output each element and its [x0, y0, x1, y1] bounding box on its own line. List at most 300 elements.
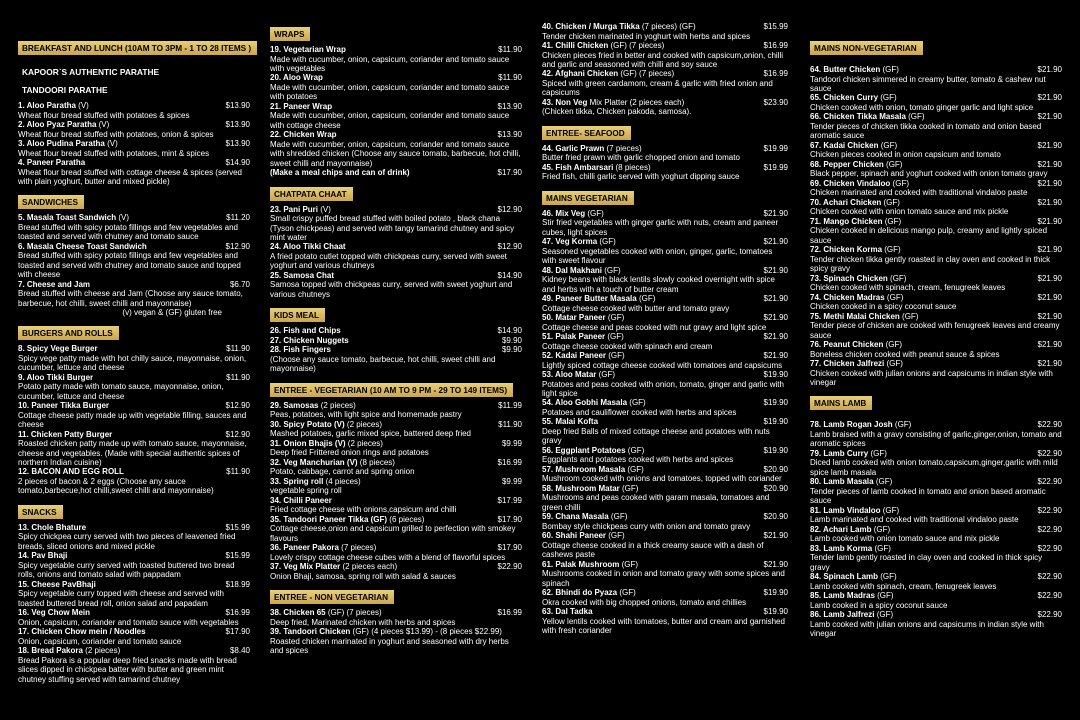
menu-item-title: 13. Chole Bhature [18, 522, 87, 532]
menu-item-tag: (GF) (7 pieces) [608, 41, 665, 50]
menu-item-price: $21.90 [1037, 359, 1062, 369]
menu-item [18, 430, 250, 468]
menu-item-title: 7. Cheese and Jam [18, 279, 91, 289]
menu-item-price: $17.90 [497, 543, 522, 553]
menu-item-name [18, 120, 109, 130]
menu-item [542, 41, 788, 69]
menu-item-title: 79. Lamb Curry [810, 448, 869, 458]
menu-item-description: Chicken cooked with onion, tomato ginger garlic and light spice [810, 103, 1034, 112]
menu-item-price: $9.99 [501, 476, 522, 486]
menu-item-title: 45. Fish Ambarsari [542, 162, 614, 172]
menu-item-price: $21.90 [1037, 197, 1062, 207]
menu-item-price: $19.90 [763, 370, 788, 380]
menu-item-title: 19. Vegetarian Wrap [270, 45, 346, 54]
wrap-meal-price: $17.90 [497, 168, 522, 178]
menu-item-name [270, 242, 346, 252]
menu-item [542, 446, 788, 465]
menu-item-title: 77. Chicken Jalfrezi [810, 359, 885, 369]
menu-item-tag: (V) [104, 139, 118, 148]
menu-item-name [18, 627, 146, 637]
menu-item-price: $9.99 [501, 438, 522, 448]
menu-item-description: Deep fried, Marinated chicken with herbs and spices [270, 617, 456, 627]
menu-item [18, 627, 250, 646]
menu-item-name [810, 160, 902, 170]
menu-item-price: $12.90 [497, 204, 522, 214]
menu-item-description: Bread stuffed with spicy potato fillings and few vegetables and toasted and served with chutney and tomato sauce [18, 223, 238, 242]
menu-item-description: Tandoori chicken simmered in creamy butter, tomato & cashew nut sauce [810, 74, 1046, 93]
menu-item-price: $11.90 [226, 467, 250, 477]
menu-item-description: Chicken cooked in delicious mango pulp, creamy and lightly spiced sauce [810, 226, 1048, 245]
menu-item-price: $13.90 [497, 130, 522, 140]
menu-item-price: $21.90 [763, 531, 788, 541]
menu-item-name [810, 449, 887, 459]
menu-item-price: $11.90 [498, 419, 522, 429]
menu-item-tag: (GF) [619, 483, 639, 493]
menu-item-price: $15.99 [225, 551, 250, 561]
menu-item-price: $12.90 [225, 429, 250, 439]
menu-item-tag: (6 pieces) [387, 514, 425, 524]
menu-item-price: $20.90 [763, 512, 788, 522]
menu-item-name [542, 22, 696, 32]
menu-item-title: 11. Chicken Patty Burger [18, 429, 113, 439]
menu-item [542, 237, 788, 265]
menu-item-title: 31. Onion Bhajis (V) [270, 438, 346, 448]
menu-item-description: Lovely crispy cottage cheese cubes with a blend of flavorful spices [270, 552, 506, 562]
menu-item-tag: (GF) [878, 572, 897, 582]
menu-item-name [270, 562, 397, 572]
menu-item [810, 544, 1062, 572]
section-badge-snacks: SNACKS [18, 505, 63, 519]
menu-item-price: $11.90 [498, 73, 522, 83]
menu-item-description: Spicy vege patty made with hot chilly sauce, mayonnaise, onion, cucumber, lettuce and cheese [18, 354, 247, 373]
menu-item-title: 78. Lamb Rogan Josh [810, 420, 893, 430]
menu-item [18, 120, 250, 139]
menu-item-description: Fried fish, chilli garlic served with yoghurt dipping sauce [542, 172, 740, 182]
menu-item-title: 59. Chana Masala [542, 512, 609, 522]
menu-item-name [810, 506, 899, 516]
menu-item [270, 420, 522, 439]
menu-item [542, 398, 788, 417]
menu-item-description: Seasoned vegetables cooked with onion, ginger, garlic, tomatoes with sweet flavour [542, 246, 773, 266]
menu-item-description: Stir fried vegetables with ginger garlic with nuts, cream and paneer cubes, light spices [542, 218, 779, 237]
menu-item [18, 523, 250, 551]
menu-item [810, 572, 1062, 591]
menu-item-tag: (8 pieces) [357, 457, 395, 467]
section-badge-entree-nonveg: ENTREE - NON VEGETARIAN [270, 590, 394, 604]
menu-item-price: $21.90 [1037, 292, 1062, 302]
menu-item-name [18, 467, 124, 477]
menu-item-title: 23. Pani Puri [270, 204, 319, 214]
menu-item-tag: (4 pieces) [323, 476, 361, 486]
menu-item-title: 39. Tandoori Chicken [270, 627, 351, 637]
menu-item [810, 449, 1062, 477]
menu-item-description: Onion, capsicum, coriander and tomato sauce with vegetables [18, 617, 239, 627]
menu-item-tag: (GF) [625, 464, 644, 474]
menu-column-1 [18, 38, 250, 684]
menu-item-description: Samosa topped with chickpeas curry, served with sweet yoghurt and various chutneys [270, 280, 513, 299]
menu-item-price: $22.90 [1037, 505, 1062, 515]
menu-item-price: $21.90 [1037, 311, 1062, 321]
menu-item [810, 420, 1062, 448]
menu-item-title: 18. Bread Pakora [18, 646, 83, 656]
menu-item-tag: (GF) [883, 159, 903, 169]
menu-item-price: $11.20 [226, 213, 250, 223]
menu-item-price: $21.90 [1037, 273, 1062, 283]
menu-item-description: Spicy vegetable curry topped with cheese and served with toasted buttered bread roll, onion salad and papadam [18, 589, 224, 608]
menu-item-name [542, 398, 646, 408]
menu-item-name [810, 525, 890, 535]
menu-item [810, 141, 1062, 160]
menu-item-name [542, 446, 644, 456]
menu-item-description: Lamb cooked in a spicy coconut sauce [810, 600, 948, 610]
menu-item [18, 158, 250, 186]
menu-item-name [270, 608, 382, 618]
menu-item [270, 458, 522, 477]
menu-item-title: 16. Veg Chow Mein [18, 608, 91, 618]
entree-nonveg-cont-list [542, 22, 788, 117]
menu-item-description: Bread Pakora is a popular deep fried snacks made with bread slices dipped in chickpea batter with butter and green mint chutney stuffing served with tamarind chutney [18, 655, 237, 684]
menu-item-title: 12. BACON AND EGG ROLL [18, 467, 124, 477]
menu-item-title: 55. Malai Kofta [542, 417, 599, 427]
menu-item-name [542, 351, 625, 361]
menu-item-price: $21.90 [763, 351, 788, 361]
menu-item-title: 24. Aloo Tikki Chaat [270, 242, 346, 252]
menu-item-tag: (V) [75, 101, 89, 110]
menu-item-name [270, 102, 332, 112]
sandwich-list [18, 213, 250, 308]
menu-item-price: $11.90 [226, 344, 250, 354]
menu-item-tag: (GF) [887, 273, 907, 283]
menu-item [270, 562, 522, 581]
menu-item-title: 8. Spicy Vege Burger [18, 344, 98, 354]
menu-item-price: $16.99 [497, 608, 522, 618]
menu-item-tag: (GF) [636, 294, 656, 304]
menu-item-title: 40. Chicken / Murga Tikka [542, 22, 640, 31]
menu-item-name [270, 477, 361, 487]
menu-item [270, 477, 522, 496]
menu-item-tag: (GF) [899, 311, 919, 321]
menu-item-price: $21.90 [1037, 245, 1062, 255]
menu-item-name [270, 45, 346, 55]
menu-item [270, 130, 522, 168]
menu-item-name [18, 430, 112, 440]
menu-item [542, 417, 788, 445]
menu-item-name [542, 294, 655, 304]
menu-item [810, 179, 1062, 198]
menu-item [810, 340, 1062, 359]
menu-item-description: Onion Bhaji, samosa, spring roll with salad & sauces [270, 571, 456, 581]
menu-item [542, 370, 788, 398]
menu-item-tag: (GF) [878, 140, 898, 150]
paratha-list [18, 101, 250, 186]
menu-item-title: 6. Masala Cheese Toast Sandwich [18, 241, 147, 251]
menu-item-title: 3. Aloo Pudina Paratha [18, 139, 105, 148]
menu-item-tag: (GF) [597, 237, 616, 247]
menu-item-description: Boneless chicken cooked with peanut sauce & spices [810, 349, 1000, 359]
menu-item-tag: (GF) [874, 610, 894, 620]
menu-item-title: 48. Dal Makhani [542, 265, 603, 275]
menu-item-description: Chicken marinated and cooked with traditional vindaloo paste [810, 188, 1028, 198]
menu-item [810, 245, 1062, 273]
menu-item-description: Cottage cheese cooked in a thick creamy sauce with a dash of cashews paste [542, 540, 764, 560]
menu-item-tag: (GF) [868, 448, 887, 458]
menu-item-description: Lamb cooked with onion tomato sauce and mix pickle [810, 534, 1000, 544]
menu-item-title: 63. Dal Tadka [542, 607, 593, 617]
menu-item-description: Onion, capsicum, coriander and tomato sauce [18, 636, 182, 646]
menu-item-tag: (GF) [883, 340, 903, 350]
menu-item-price: $16.99 [497, 457, 522, 467]
menu-item-tag: (2 pieces) [318, 400, 356, 410]
menu-item-price: $21.90 [1037, 178, 1062, 188]
menu-item-price: $21.90 [763, 294, 788, 304]
menu-item-title: 28. Fish Fingers [270, 345, 331, 355]
menu-item-name [270, 205, 331, 215]
wrap-list [270, 45, 522, 168]
menu-item-description: Mushroom cooked with onions and tomatoes, topped with coriander [542, 474, 782, 484]
menu-item-title: 62. Bhindi do Pyaza [542, 588, 618, 598]
menu-item-price: $22.90 [1037, 591, 1062, 601]
menu-item-name [270, 543, 376, 553]
menu-item-description: Lightly spiced cottage cheese cooked with tomatoes and capsicums [542, 360, 783, 370]
menu-item-description: Tender chicken tikka gently roasted in clay oven and cooked in thick spicy gravy [810, 254, 1051, 274]
menu-item-description: Lamb marinated and cooked with traditional vindaloo paste [810, 515, 1019, 525]
menu-item-price: $12.90 [497, 242, 522, 252]
menu-item-name [270, 401, 356, 411]
menu-item-name [270, 336, 349, 346]
menu-item-name [18, 213, 129, 223]
menu-item [270, 439, 522, 458]
menu-item [542, 22, 788, 41]
menu-item-name [18, 242, 147, 252]
menu-item-name [270, 627, 502, 637]
menu-item-name [810, 245, 901, 255]
menu-item-name [542, 465, 644, 475]
section-badge-sandwiches: SANDWICHES [18, 195, 84, 209]
menu-item-price: $21.90 [1037, 140, 1062, 150]
menu-item-name [810, 293, 903, 303]
menu-item-name [270, 420, 382, 430]
menu-item-name [542, 98, 684, 108]
menu-item-title: 67. Kadai Chicken [810, 140, 879, 150]
menu-item [18, 551, 250, 579]
menu-item-name [810, 359, 903, 369]
menu-item-tag: (GF) [884, 359, 903, 369]
menu-item-description: Peas, potatoes, with light spice and homemade pastry [270, 410, 462, 420]
menu-item-title: 10. Paneer Tikka Burger [18, 401, 110, 411]
menu-item [810, 525, 1062, 544]
menu-item [18, 373, 250, 401]
menu-item-price: $17.99 [497, 495, 522, 505]
menu-item-description: Mashed potatoes, garlic mixed spice, battered deep fried [270, 429, 472, 439]
menu-item-name [542, 332, 624, 342]
menu-item-price: $13.90 [225, 139, 250, 148]
menu-item-description: (Chicken tikka, Chicken pakoda, samosa). [542, 107, 692, 117]
menu-item-tag: (GF) [605, 313, 625, 323]
menu-item-title: 21. Paneer Wrap [270, 101, 333, 111]
menu-item [18, 280, 250, 308]
kids-list [270, 326, 522, 374]
menu-item-name [542, 209, 604, 219]
menu-item-name [810, 610, 893, 620]
menu-item-price: $12.90 [225, 241, 250, 251]
menu-item-title: 2. Aloo Pyaz Paratha [18, 120, 97, 129]
wrap-meal-row [270, 168, 522, 178]
menu-item-description: Made with cucumber, onion, capsicum, coriander and tomato sauce with shredded chicken (Choose any sauce tomato, barbecue, hot chilli, sweet chilli and mayonnaise) [270, 139, 521, 168]
menu-item [810, 477, 1062, 505]
menu-item-description: Butter fried prawn with garlic chopped onion and tomato [542, 153, 740, 163]
menu-item-name [18, 551, 67, 561]
menu-item [542, 560, 788, 588]
menu-item-tag: (GF) (4 pieces $13.99) - (8 pieces $22.99) [350, 627, 502, 637]
menu-item-tag: (2 pieces each) [340, 562, 398, 572]
menu-item-name [542, 512, 627, 522]
menu-item-price: $23.90 [763, 97, 788, 107]
menu-item-price: $8.40 [229, 646, 250, 656]
menu-item-name [18, 280, 90, 290]
menu-item-price: $13.90 [225, 120, 250, 129]
menu-item [810, 610, 1062, 638]
menu-item-description: vegetable spring roll [270, 486, 342, 496]
menu-item-description: Roasted chicken marinated in yoghurt and seasoned with dry herbs and spices [270, 636, 509, 656]
menu-item-price: $22.90 [1037, 610, 1062, 620]
menu-item-price: $21.90 [1037, 65, 1062, 74]
menu-item-price: $21.90 [763, 265, 788, 275]
menu-item-description: Chicken cooked with spinach, cream, fenugreek leaves [810, 283, 1006, 293]
menu-item-name [810, 544, 891, 554]
menu-item-title: 76. Peanut Chicken [810, 340, 884, 350]
menu-item-title: 29. Samosas [270, 400, 319, 410]
menu-item-title: 69. Chicken Vindaloo [810, 178, 891, 188]
menu-item-price: $19.90 [763, 417, 788, 427]
menu-item-description: Wheat flour bread stuffed with potatoes, mint & spices [18, 148, 210, 158]
menu-item-description: Spicy vegetable curry served with toasted buttered two bread rolls, onions and tomato salad with pappadam [18, 560, 235, 580]
menu-item [18, 580, 250, 608]
menu-item-tag: (GF) [602, 265, 621, 275]
menu-item-price: $17.90 [225, 627, 250, 637]
menu-item-description: Spicy chickpea curry served with two pieces of leavened fried breads, sliced onions and mixed pickle [18, 532, 236, 551]
menu-item-title: 38. Chicken 65 [270, 608, 326, 618]
menu-item-price: $14.90 [497, 326, 522, 336]
mains-nonveg-list [810, 65, 1062, 387]
menu-item [270, 515, 522, 543]
menu-item-tag: (GF) [882, 216, 902, 226]
menu-item-title: 27. Chicken Nuggets [270, 335, 349, 345]
menu-item-title: 5. Masala Toast Sandwich [18, 213, 117, 223]
menu-item-tag: (7 pieces) [604, 143, 642, 153]
menu-item-price: $21.90 [763, 208, 788, 218]
menu-item-description: Made with cucumber, onion, capsicum, coriander and tomato sauce with vegetables [270, 54, 510, 73]
menu-item-description: Deep fried Frittered onion rings and potatoes [270, 448, 429, 458]
menu-item-price: $12.90 [225, 401, 250, 411]
menu-item-title: 1. Aloo Paratha [18, 101, 76, 110]
menu-item-tag: (GF) [627, 398, 646, 408]
menu-item-name [18, 139, 118, 149]
menu-column-4 [810, 38, 1062, 638]
menu-item-name [270, 73, 323, 83]
menu-item-tag: (GF) [874, 591, 894, 601]
menu-item-title: 71. Mango Chicken [810, 216, 883, 226]
menu-item-description: Roasted chicken patty made up with tomato sauce, mayonnaise, cheese and vegetables. (Made with special authentic spices of northern Indian cuisine) [18, 439, 247, 468]
menu-item-name [810, 141, 897, 151]
wrap-meal-label: (Make a meal chips and can of drink) [270, 168, 410, 178]
menu-item-name [810, 65, 899, 75]
menu-item-title: 17. Chicken Chow mein / Noodles [18, 627, 146, 637]
menu-item-description: Wheat flour bread stuffed with potatoes & spices [18, 110, 190, 120]
section-badge-lamb: MAINS LAMB [810, 396, 872, 410]
menu-item-description: Potatoes and peas cooked with onion, tomato, ginger and garlic with light spice [542, 379, 784, 399]
menu-item [18, 467, 250, 495]
menu-item-description: Cottage cheese patty made up with vegetable filling, sauces and cheese [18, 410, 247, 430]
menu-item-description: Tender pieces of chicken tikka cooked in tomato and onion based aromatic sauce [810, 122, 1042, 141]
menu-item [542, 588, 788, 607]
menu-item-name [18, 158, 85, 168]
menu-item-name [542, 237, 616, 247]
menu-item-title: 81. Lamb Vindaloo [810, 505, 881, 515]
menu-item-name [270, 271, 334, 281]
menu-item-tag: (GF) (7 pieces) [325, 608, 382, 618]
menu-item-price: $15.99 [225, 522, 250, 532]
menu-item-tag: (GF) [619, 559, 639, 569]
menu-item-name [542, 370, 615, 380]
menu-item-title: 33. Spring roll [270, 476, 324, 486]
menu-item-tag: (GF) [881, 197, 900, 207]
menu-item-title: 75. Methi Malai Chicken [810, 311, 900, 321]
menu-item [542, 266, 788, 294]
menu-item [542, 332, 788, 351]
menu-item-price: $21.90 [1037, 159, 1062, 169]
menu-item [542, 144, 788, 163]
menu-item [18, 139, 250, 158]
menu-item [18, 608, 250, 627]
menu-item-price: $21.90 [1037, 216, 1062, 226]
menu-item-price: $13.90 [497, 101, 522, 111]
section-badge-burgers: BURGERS AND ROLLS [18, 326, 119, 340]
subheading-kapoor: KAPOOR`S AUTHENTIC PARATHE [22, 67, 160, 77]
menu-item [810, 506, 1062, 525]
menu-item-title: 25. Samosa Chat [270, 270, 335, 280]
menu-item-tag: (V) [318, 204, 331, 214]
menu-item-tag: (2 pieces) [344, 419, 383, 429]
menu-item-price: $16.99 [225, 608, 250, 618]
menu-item [810, 112, 1062, 140]
menu-item-name [810, 572, 897, 582]
menu-item-price: $21.90 [763, 332, 788, 342]
menu-item-price: $22.90 [1037, 572, 1062, 582]
menu-item-title: 50. Matar Paneer [542, 313, 606, 323]
menu-item-title: 26. Fish and Chips [270, 326, 341, 336]
menu-item-name [542, 417, 598, 427]
menu-item-name [18, 646, 120, 656]
menu-item-name [810, 340, 902, 350]
menu-item-price: $22.90 [1037, 543, 1062, 553]
menu-item-description: Made with cucumber, onion, capsicum, coriander and tomato sauce with cottage cheese [270, 111, 510, 130]
menu-item-description: Wheat flour bread stuffed with potatoes, onion & spices [18, 129, 214, 139]
menu-item [270, 271, 522, 299]
menu-item [270, 608, 522, 627]
menu-item-description: Deep fried Balls of mixed cottage cheese and potatoes with nuts gravy [542, 427, 770, 446]
menu-item-title: 58. Mushroom Matar [542, 483, 620, 493]
menu-item-price: $11.99 [498, 400, 522, 410]
menu-item-description: Chicken cooked with onion tomato sauce and mix pickle [810, 207, 1009, 217]
menu-item [810, 312, 1062, 340]
menu-item-price: $21.90 [763, 237, 788, 247]
menu-item-tag: (GF) (7 pieces) [618, 69, 675, 79]
menu-item-name [810, 93, 897, 103]
menu-item-name [810, 179, 909, 189]
menu-item-price: $22.90 [497, 562, 522, 572]
menu-item [542, 512, 788, 531]
menu-item-description: Yellow lentils cooked with tomatoes, butter and cream and garnished with fresh coriander [542, 616, 785, 636]
